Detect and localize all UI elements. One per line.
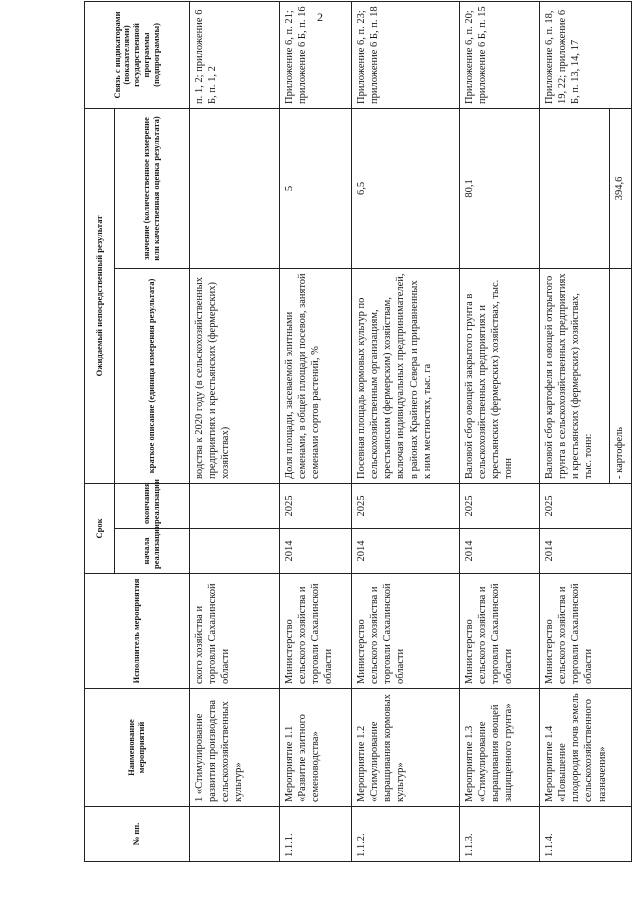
row-desc: Посевная площадь кормовых культур по сельскохозяйственным организациям, крестьянским (фермерским) хозяйствам, включая индивидуальных предпринимателей, в районах Крайнего Севера и приравненных к ним местностях, тыс. га (352, 268, 460, 483)
header-expected: Ожидаемый непосредственный результат (85, 108, 115, 483)
row-link: Приложение 6, п. 21; приложение 6 Б, п. 16 (280, 1, 352, 108)
row-end: 2025 (280, 483, 352, 528)
row-name: Мероприятие 1.2 «Стимулирование выращивания кормовых культур» (352, 689, 460, 807)
row-num (190, 807, 280, 862)
header-term: Срок (85, 483, 115, 573)
header-row-1 (85, 1, 115, 861)
header-link: Связь с индикаторами (показателями) государственной программы (подпрограммы) (85, 1, 190, 108)
row-link: п. 1, 2; приложение 6 Б, п. 1, 2 (190, 1, 280, 108)
header-name: Наименование мероприятий (85, 689, 190, 807)
row-num: 1.1.2. (352, 807, 460, 862)
row-num: 1.1.4. (540, 807, 632, 862)
page-number: 2 (317, 10, 323, 24)
row-value: 5 (280, 108, 352, 268)
row-executor: Министерство сельского хозяйства и торговли Сахалинской области (280, 574, 352, 689)
row-start: 2014 (540, 529, 632, 574)
row-desc: Валовой сбор овощей закрытого грунта в сельскохозяйственных предприятиях и крестьянских (фермерских) хозяйствах, тыс. тонн (460, 268, 540, 483)
row-executor: ского хозяйства и торговли Сахалинской области (190, 574, 280, 689)
row-start: 2014 (460, 529, 540, 574)
row-end: 2025 (352, 483, 460, 528)
row-link: Приложение 6, п. 20; приложение 6 Б, п. 15 (460, 1, 540, 108)
table-row (190, 1, 280, 861)
header-num: № пп. (85, 807, 190, 862)
row-link: Приложение 6, п. 18, 19, 22; приложение 6 Б, п. 13, 14, 17 (540, 1, 632, 108)
row-executor: Министерство сельского хозяйства и торговли Сахалинской области (460, 574, 540, 689)
row-name: Мероприятие 1.3 «Стимулирование выращивания овощей защищенного грунта» (460, 689, 540, 807)
table-row (540, 1, 610, 861)
header-start: начала реализации (115, 529, 190, 574)
row-end (190, 483, 280, 528)
landscape-table-sheet (84, 2, 629, 862)
row-executor: Министерство сельского хозяйства и торговли Сахалинской области (352, 574, 460, 689)
table-row (280, 1, 352, 861)
row-desc: Доля площади, засеваемой элитными семенами, в общей площади посевов, занятой семенами сортов растений, % (280, 268, 352, 483)
row-value: 80,1 (460, 108, 540, 268)
row-value: 6,5 (352, 108, 460, 268)
row-desc: Валовой сбор картофеля и овощей открытого грунта в сельскохозяйственных предприятиях и крестьянских (фермерских) хозяйствах, тыс. тонн: (540, 268, 610, 483)
header-end: окончания реализации (115, 483, 190, 528)
row-value (540, 108, 610, 268)
header-value: значение (количественное измерение или качественная оценка результата) (115, 108, 190, 268)
row-name: Мероприятие 1.1 «Развитие элитного семеноводства» (280, 689, 352, 807)
table-row (352, 1, 460, 861)
row-start: 2014 (352, 529, 460, 574)
header-desc: краткое описание (единица измерения результата) (115, 268, 190, 483)
row-name: Мероприятие 1.4 «Повышение плодородия почв земель сельскохозяйственного назначения» (540, 689, 632, 807)
header-executor: Исполнитель мероприятия (85, 574, 190, 689)
table-row (460, 1, 540, 861)
row-sub-desc: - картофель (610, 268, 632, 483)
row-num: 1.1.1. (280, 807, 352, 862)
measures-table (84, 1, 632, 862)
row-link: Приложение 6, п. 23; приложение 6 Б, п. 18 (352, 1, 460, 108)
row-desc: водства к 2020 году (в сельскохозяйственных предприятиях и крестьянских (фермерских) хозяйствах) (190, 268, 280, 483)
row-end: 2025 (460, 483, 540, 528)
row-start: 2014 (280, 529, 352, 574)
row-num: 1.1.3. (460, 807, 540, 862)
row-sub-value: 394,6 (610, 108, 632, 268)
row-executor: Министерство сельского хозяйства и торговли Сахалинской области (540, 574, 632, 689)
row-value (190, 108, 280, 268)
row-end: 2025 (540, 483, 632, 528)
row-start (190, 529, 280, 574)
row-name: 1 «Стимулирование развития производства сельскохозяйственных культур» (190, 689, 280, 807)
